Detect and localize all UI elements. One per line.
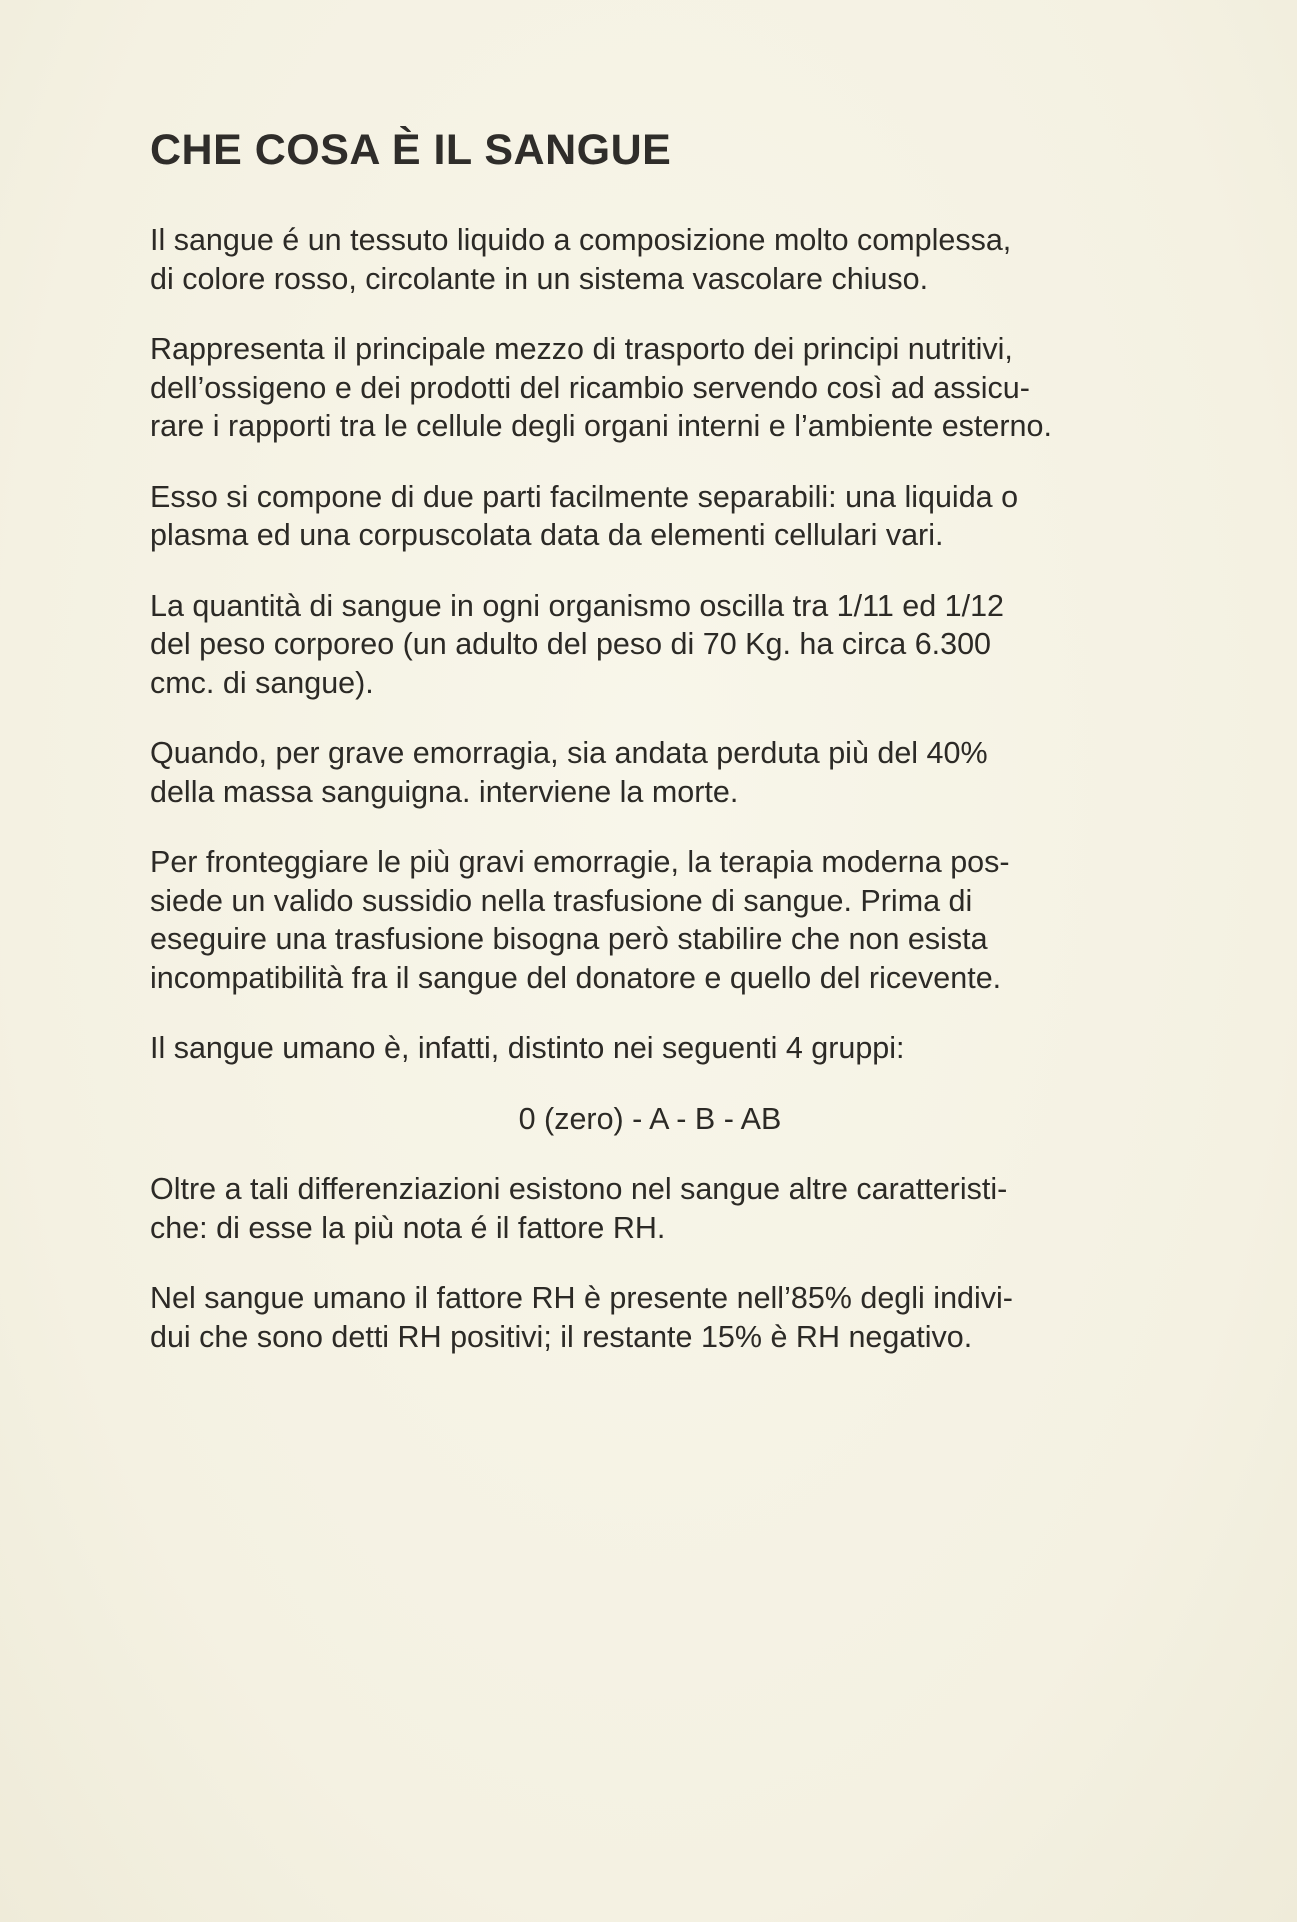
paragraph-transfusion: Per fronteggiare le più gravi emorragie, la terapia moderna pos- siede un valido sussidio nella trasfusione di sangue. Prima di eseguire una trasfusione bisogna però stabilire che non esista incompatibilità fra il sangue del donatore e quello del ricevente. — [150, 845, 1010, 995]
paragraph-rh-stats: Nel sangue umano il fattore RH è presente nell’85% degli indivi- dui che sono detti RH positivi; il restante 15% è RH negativo. — [150, 1281, 1013, 1354]
paragraph-rh-intro: Oltre a tali differenziazioni esistono nel sangue altre caratteristi- che: di esse la più nota é il fattore RH. — [150, 1172, 1008, 1245]
page-title: CHE COSA È IL SANGUE — [150, 126, 672, 174]
blood-groups-line: 0 (zero) - A - B - AB — [518, 1101, 782, 1136]
paragraph-composition: Esso si compone di due parti facilmente separabili: una liquida o plasma ed una corpuscolata data da elementi cellulari vari. — [150, 479, 1019, 553]
paragraph-hemorrhage: Quando, per grave emorragia, sia andata perduta più del 40% della massa sanguigna. interviene la morte. — [150, 736, 988, 809]
paragraph-groups-intro: Il sangue umano è, infatti, distinto nei seguenti 4 gruppi: — [150, 1031, 905, 1066]
paragraph-quantity: La quantità di sangue in ogni organismo oscilla tra 1/11 ed 1/12 del peso corporeo (un adulto del peso di 70 Kg. ha circa 6.300 cmc. di sangue). — [150, 588, 1005, 700]
paragraph-transport: Rappresenta il principale mezzo di trasporto dei principi nutritivi, dell’ossigeno e dei prodotti del ricambio servendo così ad assicu- rare i rapporti tra le cellule degli organi interni e l’ambiente esterno. — [150, 332, 1052, 444]
document-content — [150, 126, 1150, 1388]
paragraph-definition: Il sangue é un tessuto liquido a composizione molto complessa, di colore rosso, circolante in un sistema vascolare chiuso. — [150, 223, 1012, 296]
